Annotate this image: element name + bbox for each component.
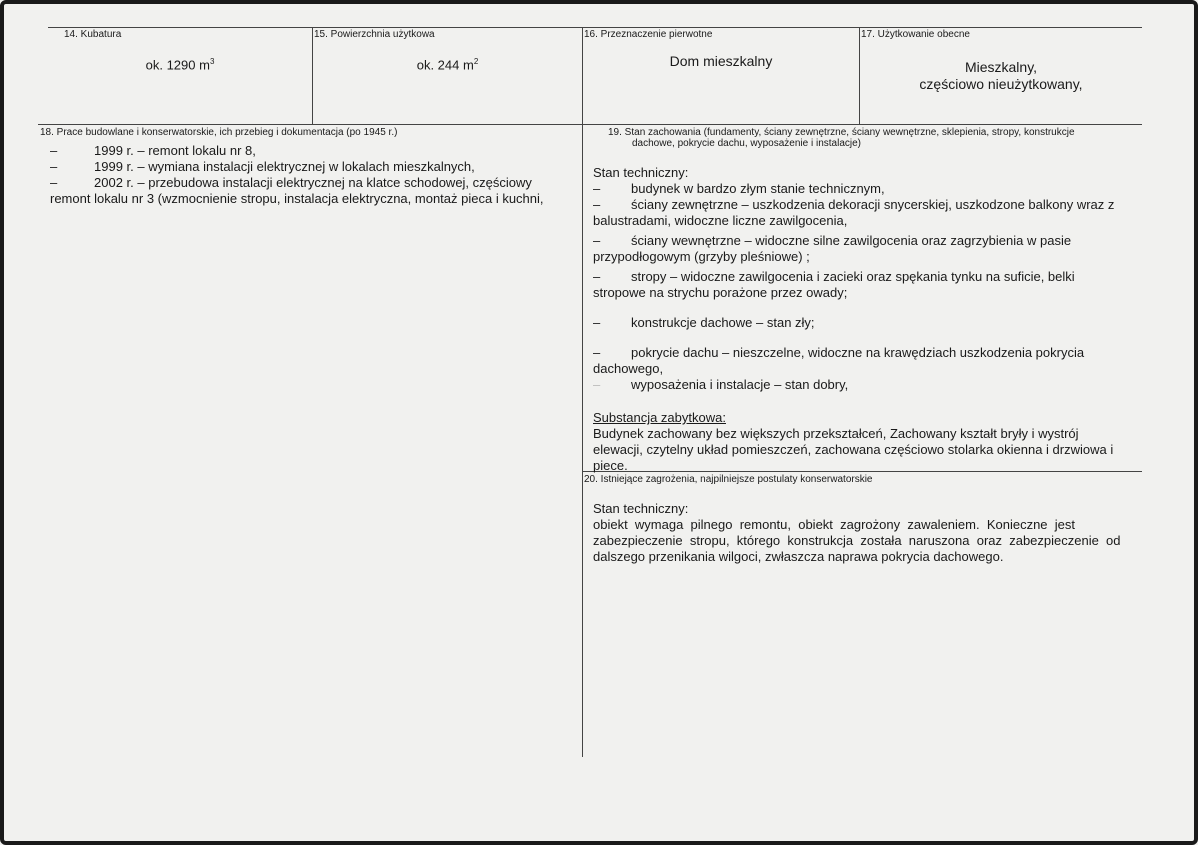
dash-marker: – — [593, 233, 601, 248]
stan-label — [608, 127, 1142, 149]
stan-item — [593, 345, 1143, 377]
powierzchnia-value — [313, 54, 582, 73]
zagrozenia-label: 20. Istniejące zagrożenia, najpilniejsze postulaty konserwatorskie — [584, 474, 873, 485]
substancja-title: Substancja zabytkowa: — [593, 410, 726, 425]
stan-label-line1: 19. Stan zachowania (fundamenty, ściany zewnętrzne, ściany wewnętrzne, sklepienia, stropy, konstrukcje — [608, 127, 1075, 138]
zagrozenia-line: obiekt wymaga pilnego remontu, obiekt zagrożony zawaleniem. Konieczne jest — [593, 517, 1075, 532]
uzytkowanie-value-line2: częściowo nieużytkowany, — [919, 76, 1083, 92]
stan-body — [593, 165, 1143, 474]
uzytkowanie-label: 17. Użytkowanie obecne — [861, 29, 970, 40]
zagrozenia-line: dalszego przenikania wilgoci, zwłaszcza naprawa pokrycia dachowego. — [593, 549, 1004, 564]
zagrozenia-tech-title: Stan techniczny: — [593, 501, 689, 516]
przeznaczenie-value: Dom mieszkalny — [669, 53, 773, 69]
stan-item — [593, 315, 1143, 331]
dash-marker: – — [50, 159, 58, 174]
dash-marker: – — [593, 377, 601, 392]
stan-item — [593, 197, 1143, 229]
uzytkowanie-value — [860, 59, 1142, 93]
substancja-line: piece. — [593, 458, 628, 473]
substancja-line: elewacji, czytelny układ pomieszczeń, zachowana częściowo stolarka okienna i drzwiowa i — [593, 442, 1114, 457]
dash-marker: – — [50, 143, 58, 158]
row1-bottom-rule — [38, 124, 1142, 125]
dash-marker: – — [50, 175, 58, 190]
stan-tech-title: Stan techniczny: — [593, 165, 689, 180]
stan-item-text: ściany wewnętrzne – widoczne silne zawilgocenia oraz zagrzybienia w pasie — [631, 233, 1072, 248]
przeznaczenie-label: 16. Przeznaczenie pierwotne — [584, 29, 713, 40]
powierzchnia-label: 15. Powierzchnia użytkowa — [314, 29, 435, 40]
dash-marker: – — [593, 315, 601, 330]
stan-item-rest: stropowe na strychu porażone przez owady; — [593, 285, 848, 300]
prace-item-text: 1999 r. – remont lokalu nr 8, — [94, 143, 256, 158]
prace-continuation: remont lokalu nr 3 (wzmocnienie stropu, instalacja elektryczna, montaż pieca i kuchni, — [50, 191, 544, 206]
kubatura-value — [48, 54, 312, 73]
stan-item-text: stropy – widoczne zawilgocenia i zacieki oraz spękania tynku na suficie, belki — [631, 269, 1075, 284]
kubatura-label: 14. Kubatura — [64, 29, 122, 40]
stan-item-rest: dachowego, — [593, 361, 664, 376]
stan-item-rest: balustradami, widoczne liczne zawilgocenia, — [593, 213, 848, 228]
prace-item-text: 1999 r. – wymiana instalacji elektrycznej w lokalach mieszkalnych, — [94, 159, 475, 174]
prace-item-text: 2002 r. – przebudowa instalacji elektrycznej na klatce schodowej, częściowy — [94, 175, 532, 190]
stan-item — [593, 269, 1143, 301]
divider-col-16 — [582, 27, 583, 757]
stan-item-text: konstrukcje dachowe – stan zły; — [631, 315, 815, 330]
powierzchnia-value-text: ok. 244 m — [416, 57, 474, 73]
dash-marker: – — [593, 269, 601, 284]
powierzchnia-value-sup: 2 — [473, 57, 479, 66]
prace-item — [50, 159, 580, 175]
stan-item — [593, 181, 1143, 197]
kubatura-value-text: ok. 1290 m — [145, 57, 210, 73]
stan-item-rest: przypodłogowym (grzyby pleśniowe) ; — [593, 249, 810, 264]
stan-item-text: budynek w bardzo złym stanie technicznym, — [631, 181, 885, 196]
kubatura-value-sup: 3 — [209, 57, 215, 66]
stan-item — [593, 377, 1143, 393]
stan-item-text: ściany zewnętrzne – uszkodzenia dekoracji snycerskiej, uszkodzone balkony wraz z — [631, 197, 1115, 212]
top-rule — [48, 27, 1142, 28]
prace-list — [50, 143, 580, 207]
stan-item — [593, 233, 1143, 265]
substancja-line: Budynek zachowany bez większych przekształceń, Zachowany kształt bryły i wystrój — [593, 426, 1079, 441]
zagrozenia-line: zabezpieczenie stropu, którego konstrukcja została naruszona oraz zabezpieczenie od — [593, 533, 1121, 548]
stan-item-text: pokrycie dachu – nieszczelne, widoczne na krawędziach uszkodzenia pokrycia — [631, 345, 1085, 360]
prace-item — [50, 175, 580, 191]
divider-col-15 — [312, 27, 313, 124]
uzytkowanie-value-line1: Mieszkalny, — [964, 59, 1038, 75]
zagrozenia-body — [593, 501, 1141, 565]
dash-marker: – — [593, 345, 601, 360]
stan-item-text: wyposażenia i instalacje – stan dobry, — [631, 377, 849, 392]
dash-marker: – — [593, 181, 601, 196]
dash-marker: – — [593, 197, 601, 212]
prace-label: 18. Prace budowlane i konserwatorskie, ich przebieg i dokumentacja (po 1945 r.) — [40, 127, 398, 138]
stan-label-line2: dachowe, pokrycie dachu, wyposażenie i instalacje) — [632, 138, 862, 149]
prace-item — [50, 143, 580, 159]
